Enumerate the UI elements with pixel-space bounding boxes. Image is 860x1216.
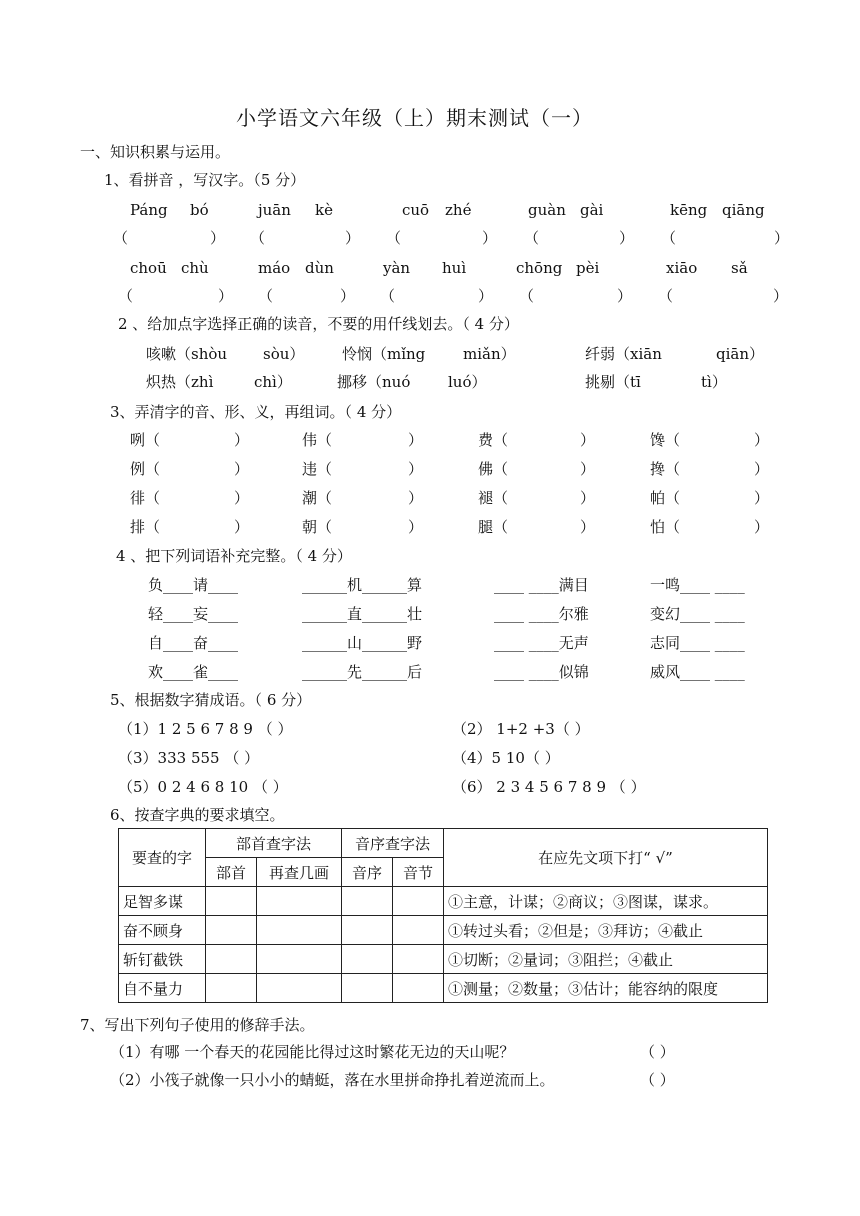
blank-cell [206,945,257,974]
header-syllable: 音节 [393,858,444,887]
pinyin: pèi [576,259,600,277]
idiom-blank: 变幻____ ____ [650,605,745,623]
char-cell: 潮（ [302,489,333,507]
reading-option: 怜悯（mǐng [342,345,426,363]
lookup-word: 自不量力 [119,974,206,1003]
blank-cell [393,945,444,974]
reading-option: qiān） [716,345,765,363]
header-strokes: 再查几画 [257,858,342,887]
idiom-blank: ____ ____无声 [494,634,589,652]
answer-blank-open: （ [386,229,402,247]
number-riddle: （5）0 2 4 6 8 10 （ ） [118,778,288,796]
pinyin: yàn [383,259,411,277]
close-paren: ） [580,431,596,449]
answer-blank-open: （ [524,229,540,247]
reading-option: miǎn） [463,345,516,363]
page-title: 小学语文六年级（上）期末测试（一） [236,106,593,130]
number-riddle: （4）5 10（ ） [452,749,560,767]
close-paren: ） [234,489,250,507]
pinyin: bó [190,201,209,219]
table-row [119,974,768,1003]
q7-heading: 7、写出下列句子使用的修辞手法。 [80,1016,315,1034]
close-paren: ） [754,489,770,507]
q2-heading: 2 、给加点字选择正确的读音，不要的用仟线划去。（ 4 分） [118,315,519,333]
number-riddle: （2） 1+2 +3（ ） [452,720,590,738]
char-cell: 例（ [130,460,161,478]
meaning-options: ①转过头看；②但是；③拜访；④截止 [444,916,768,945]
blank-cell [342,916,393,945]
reading-option: 挪移（nuó [337,373,411,391]
blank-cell [393,887,444,916]
idiom-blank: ______直______壮 [302,605,423,623]
pinyin: guàn [528,201,566,219]
char-cell: 费（ [478,431,509,449]
close-paren: ） [580,518,596,536]
char-cell: 帕（ [650,489,681,507]
q6-heading: 6、按查字典的要求填空。 [110,806,285,824]
close-paren: ） [754,431,770,449]
reading-option: chì） [254,373,292,391]
pinyin: kēng [670,201,708,219]
blank-cell [257,887,342,916]
answer-blank-close: ） [619,229,635,247]
char-cell: 咧（ [130,431,161,449]
table-row [119,916,768,945]
pinyin: gài [580,201,604,219]
idiom-blank: 轻____妄____ [148,605,239,623]
close-paren: ） [408,489,424,507]
answer-blank-close: ） [210,229,226,247]
reading-option: tì） [701,373,727,391]
blank-cell [342,945,393,974]
close-paren: ） [580,489,596,507]
close-paren: ） [408,431,424,449]
pinyin: huì [442,259,467,277]
idiom-blank: ______机______算 [302,576,423,594]
table-row [119,945,768,974]
reading-option: luó） [448,373,487,391]
blank-cell [342,887,393,916]
blank-cell [206,916,257,945]
header-phonetic-method: 音序查字法 [342,829,444,858]
char-cell: 搀（ [650,460,681,478]
header-radical: 部首 [206,858,257,887]
header-radical-method: 部首查字法 [206,829,342,858]
blank-cell [257,916,342,945]
idiom-blank: ____ ____尔雅 [494,605,589,623]
answer-blank-open: （ [519,287,535,305]
close-paren: ） [234,460,250,478]
idiom-blank: ______先______后 [302,663,423,681]
lookup-word: 奋不顾身 [119,916,206,945]
answer-blank-close: ） [617,287,633,305]
answer-blank-open: （ [661,229,677,247]
char-cell: 佛（ [478,460,509,478]
pinyin: sǎ [731,259,748,277]
answer-blank-close: ） [478,287,494,305]
answer-blank: （ ） [640,1043,675,1061]
close-paren: ） [754,460,770,478]
answer-blank-open: （ [380,287,396,305]
pinyin: xiāo [666,259,698,277]
blank-cell [257,974,342,1003]
answer-blank-close: ） [218,287,234,305]
dictionary-lookup-table [118,828,768,1003]
number-riddle: （3）333 555 （ ） [118,749,260,767]
idiom-blank: ______山______野 [302,634,423,652]
pinyin: qiāng [722,201,765,219]
header-word: 要查的字 [119,829,206,887]
char-cell: 徘（ [130,489,161,507]
idiom-blank: 一鸣____ ____ [650,576,745,594]
blank-cell [206,887,257,916]
rhetoric-sentence: （1）有哪 一个春天的花园能比得过这时繁花无边的天山呢？ [110,1043,515,1061]
idiom-blank: ____ ____满目 [494,576,589,594]
pinyin: Páng [130,201,168,219]
blank-cell [342,974,393,1003]
close-paren: ） [408,518,424,536]
close-paren: ） [234,518,250,536]
pinyin: choū [130,259,167,277]
table-row [119,887,768,916]
char-cell: 违（ [302,460,333,478]
q3-heading: 3、弄清字的音、形、义，再组词。（ 4 分） [110,403,402,421]
reading-option: 炽热（zhì [146,373,214,391]
char-cell: 伟（ [302,431,333,449]
idiom-blank: 志同____ ____ [650,634,745,652]
answer-blank-close: ） [345,229,361,247]
answer-blank-close: ） [774,229,790,247]
pinyin: juān [258,201,291,219]
meaning-options: ①测量；②数量；③估计；能容纳的限度 [444,974,768,1003]
rhetoric-sentence: （2）小筏子就像一只小小的蜻蜓，落在水里拼命挣扎着逆流而上。 [110,1071,555,1089]
answer-blank-open: （ [258,287,274,305]
answer-blank-close: ） [340,287,356,305]
idiom-blank: 负____请____ [148,576,239,594]
q4-heading: 4 、把下列词语补充完整。（ 4 分） [116,547,352,565]
blank-cell [206,974,257,1003]
number-riddle: （6） 2 3 4 5 6 7 8 9 （ ） [452,778,646,796]
pinyin: kè [315,201,333,219]
reading-option: 咳嗽（shòu [146,345,228,363]
pinyin: chù [181,259,209,277]
reading-option: sòu） [263,345,305,363]
answer-blank-open: （ [250,229,266,247]
idiom-blank: 威风____ ____ [650,663,745,681]
lookup-word: 足智多谋 [119,887,206,916]
answer-blank: （ ） [640,1071,675,1089]
pinyin: dùn [305,259,334,277]
lookup-word: 斩钉截铁 [119,945,206,974]
char-cell: 朝（ [302,518,333,536]
answer-blank-close: ） [773,287,789,305]
close-paren: ） [754,518,770,536]
char-cell: 腿（ [478,518,509,536]
char-cell: 褪（ [478,489,509,507]
meaning-options: ①切断；②量词；③阻拦；④截止 [444,945,768,974]
header-mark: 在应先文项下打“ √” [444,829,768,887]
pinyin: máo [258,259,291,277]
q5-heading: 5、根据数字猜成语。（ 6 分） [110,691,312,709]
blank-cell [257,945,342,974]
reading-option: 挑剔（tī [585,373,641,391]
char-cell: 馋（ [650,431,681,449]
answer-blank-open: （ [118,287,134,305]
idiom-blank: 自____奋____ [148,634,239,652]
idiom-blank: 欢____雀____ [148,663,239,681]
answer-blank-close: ） [482,229,498,247]
blank-cell [393,974,444,1003]
number-riddle: （1）1 2 5 6 7 8 9 （ ） [118,720,293,738]
meaning-options: ①主意，计谋；②商议；③图谋，谋求。 [444,887,768,916]
header-phonetic: 音序 [342,858,393,887]
char-cell: 排（ [130,518,161,536]
blank-cell [393,916,444,945]
close-paren: ） [408,460,424,478]
section-heading: 一、知识积累与运用。 [80,143,231,161]
answer-blank-open: （ [113,229,129,247]
pinyin: chōng [516,259,563,277]
pinyin: cuō [402,201,430,219]
idiom-blank: ____ ____似锦 [494,663,589,681]
close-paren: ） [580,460,596,478]
answer-blank-open: （ [658,287,674,305]
q1-heading: 1、看拼音 ，写汉字。（5 分） [104,171,306,189]
reading-option: 纤弱（xiān [585,345,662,363]
close-paren: ） [234,431,250,449]
char-cell: 怕（ [650,518,681,536]
pinyin: zhé [445,201,472,219]
